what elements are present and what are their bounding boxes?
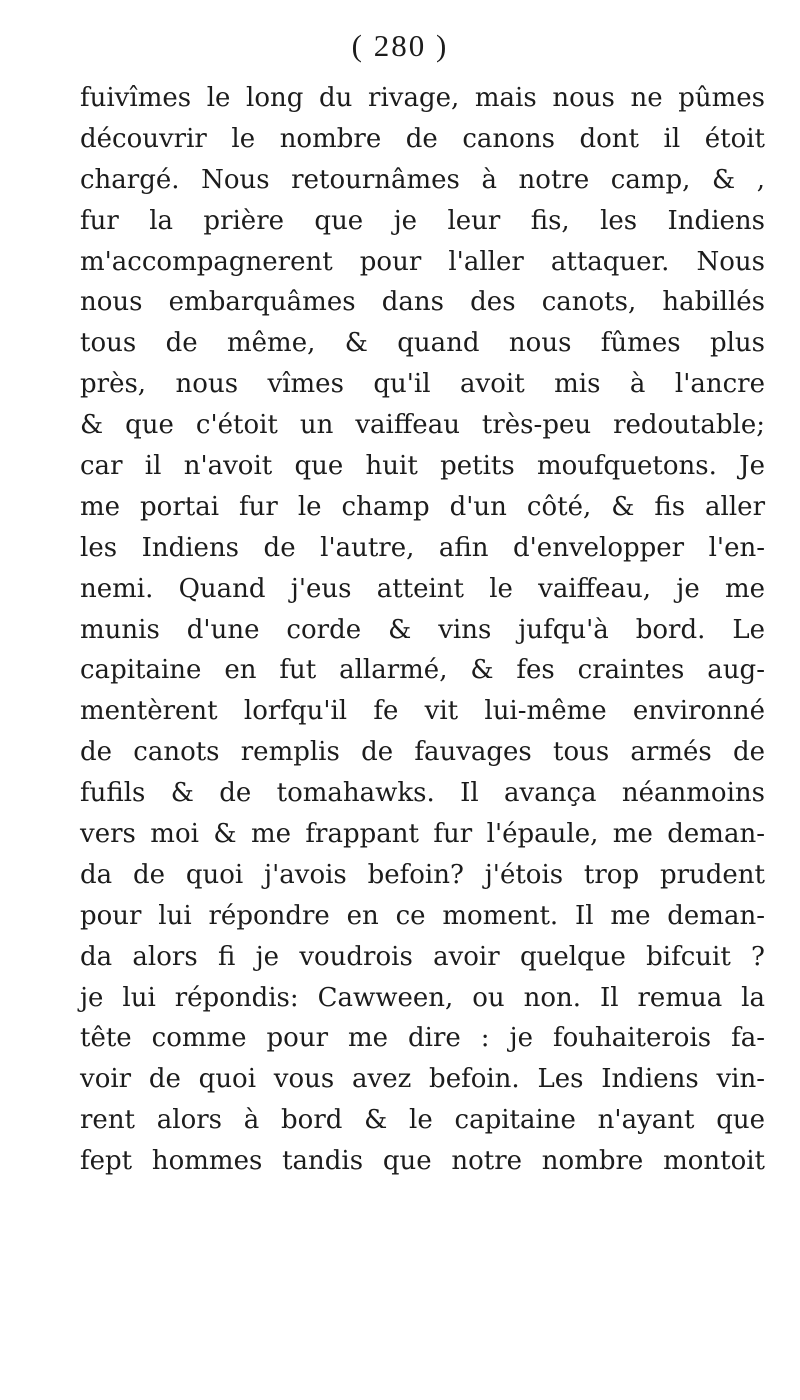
body-text — [80, 78, 765, 1182]
text-line: car il n'avoit que huit petits moufquetons. Je — [80, 451, 765, 482]
text-line: & que c'étoit un vaiffeau très-peu redoutable; — [80, 410, 765, 441]
text-line: tous de même, & quand nous fûmes plus — [80, 328, 765, 359]
text-line: près, nous vîmes qu'il avoit mis à l'ancre — [80, 369, 765, 400]
text-line: fufils & de tomahawks. Il avança néanmoins — [80, 778, 765, 809]
text-line: de canots remplis de fauvages tous armés de — [80, 737, 765, 768]
text-line: fur la prière que je leur fis, les Indiens — [80, 205, 765, 236]
text-line: fept hommes tandis que notre nombre montoit — [80, 1146, 765, 1177]
page-number: ( 280 ) — [351, 28, 449, 63]
text-line: da de quoi j'avois befoin? j'étois trop prudent — [80, 859, 765, 890]
text-line: nous embarquâmes dans des canots, habillés — [80, 287, 765, 318]
text-line: m'accompagnerent pour l'aller attaquer. Nous — [80, 246, 765, 277]
text-line: da alors fi je voudrois avoir quelque bifcuit ? — [80, 941, 765, 972]
text-line: pour lui répondre en ce moment. Il me deman- — [80, 900, 765, 931]
text-line: capitaine en fut allarmé, & fes craintes aug- — [80, 655, 765, 686]
text-line: chargé. Nous retournâmes à notre camp, & , — [80, 164, 765, 195]
text-line: munis d'une corde & vins jufqu'à bord. Le — [80, 614, 765, 645]
text-line: vers moi & me frappant fur l'épaule, me deman- — [80, 819, 765, 850]
text-line: rent alors à bord & le capitaine n'ayant que — [80, 1105, 765, 1136]
text-line: tête comme pour me dire : je fouhaiterois fa- — [80, 1023, 765, 1054]
text-line: fuivîmes le long du rivage, mais nous ne pûmes — [80, 83, 765, 113]
text-line: je lui répondis: Cawween, ou non. Il remua la — [80, 982, 765, 1013]
text-line: découvrir le nombre de canons dont il étoit — [80, 123, 765, 154]
text-line: nemi. Quand j'eus atteint le vaiffeau, je me — [80, 573, 765, 604]
text-line: les Indiens de l'autre, afin d'envelopper l'en- — [80, 532, 765, 563]
text-line: mentèrent lorfqu'il fe vit lui-même environné — [80, 696, 765, 727]
text-line: voir de quoi vous avez befoin. Les Indiens vin- — [80, 1064, 765, 1095]
text-line: me portai fur le champ d'un côté, & fis aller — [80, 491, 765, 522]
